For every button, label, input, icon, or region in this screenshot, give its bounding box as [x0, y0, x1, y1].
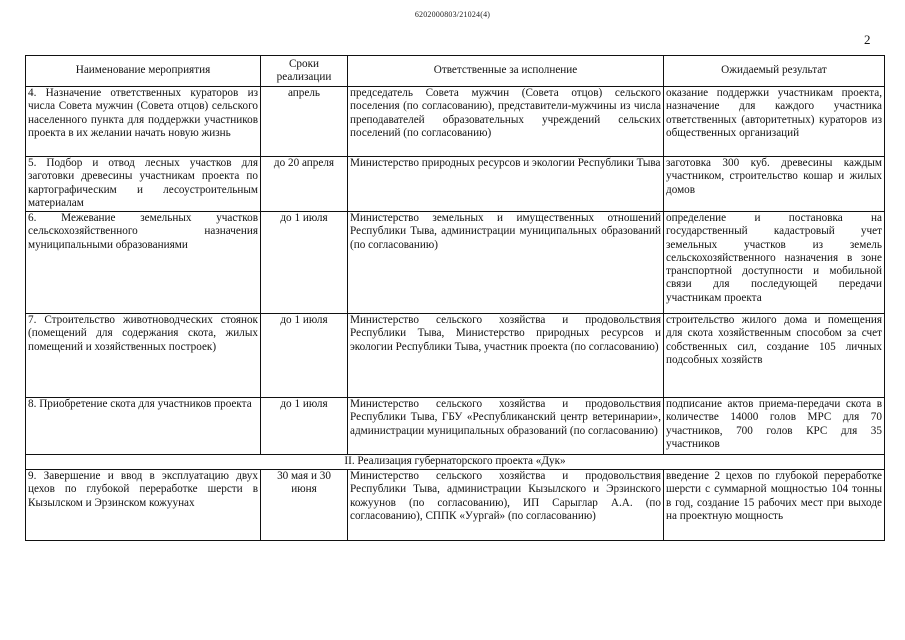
cell-name: 6. Межевание земельных участков сельскохозяйственного назначения муниципальными образованиями: [26, 212, 261, 314]
cell-name: 5. Подбор и отвод лесных участков для заготовки древесины участникам проекта по картографическим и лесоустроительным материалам: [26, 157, 261, 212]
cell-result: введение 2 цехов по глубокой переработке шерсти с суммарной мощностью 104 тонны в год, создание 15 рабочих мест при выходе на проектную мощность: [664, 470, 885, 541]
cell-responsible: Министерство земельных и имущественных отношений Республики Тыва, администрации муниципальных образований (по согласованию): [348, 212, 664, 314]
column-header-responsible: Ответственные за исполнение: [348, 56, 664, 87]
page-number: 2: [864, 32, 871, 47]
cell-term: до 20 апреля: [261, 157, 348, 212]
cell-name: 4. Назначение ответственных кураторов из числа Совета мужчин (Совета отцов) сельского населенного пункта для поддержки участников проекта в их желании начать новую жизнь: [26, 87, 261, 157]
cell-result: оказание поддержки участникам проекта, назначение для каждого участника ответственных (авторитетных) кураторов из общественных организаций: [664, 87, 885, 157]
table-row: [26, 87, 885, 157]
section-row: [26, 455, 885, 470]
table-row: [26, 212, 885, 314]
cell-result: определение и постановка на государственный кадастровый учет земельных участков из земель сельскохозяйственного назначения в зоне транспортной доступности и мобильной связи для последующей передачи участникам проекта: [664, 212, 885, 314]
table-row: [26, 398, 885, 455]
section-title: II. Реализация губернаторского проекта «Дук»: [26, 455, 885, 470]
table-row: [26, 470, 885, 541]
column-header-name: Наименование мероприятия: [26, 56, 261, 87]
cell-name: 8. Приобретение скота для участников проекта: [26, 398, 261, 455]
cell-result: заготовка 300 куб. древесины каждым участником, строительство кошар и жилых домов: [664, 157, 885, 212]
cell-term: до 1 июля: [261, 212, 348, 314]
action-plan-table: [25, 55, 885, 541]
column-header-term: Сроки реализации: [261, 56, 348, 87]
cell-result: строительство жилого дома и помещения для скота хозяйственным способом за счет собственных сил, создание 105 личных подсобных хозяйств: [664, 314, 885, 398]
cell-responsible: председатель Совета мужчин (Совета отцов) сельского поселения (по согласованию), представители-мужчины из числа преподавателей образовательных учреждений сельских поселений (по согласованию): [348, 87, 664, 157]
cell-term: апрель: [261, 87, 348, 157]
table-row: [26, 157, 885, 212]
cell-term: 30 мая и 30 июня: [261, 470, 348, 541]
table-header-row: [26, 56, 885, 87]
column-header-result: Ожидаемый результат: [664, 56, 885, 87]
cell-term: до 1 июля: [261, 398, 348, 455]
cell-responsible: Министерство природных ресурсов и экологии Республики Тыва: [348, 157, 664, 212]
cell-result: подписание актов приема-передачи скота в количестве 14000 голов МРС для 70 участников, 700 голов КРС для 35 участников: [664, 398, 885, 455]
table-row: [26, 314, 885, 398]
cell-responsible: Министерство сельского хозяйства и продовольствия Республики Тыва, Министерство природных ресурсов и экологии Республики Тыва, участник проекта (по согласованию): [348, 314, 664, 398]
document-code: 6202000803/21024(4): [414, 10, 491, 19]
cell-responsible: Министерство сельского хозяйства и продовольствия Республики Тыва, администрации Кызылского и Эрзинского кожуунов (по согласованию), ИП Сарыглар А.А. (по согласованию), СППК «Уургай» (по согласованию): [348, 470, 664, 541]
cell-responsible: Министерство сельского хозяйства и продовольствия Республики Тыва, ГБУ «Республиканский центр ветеринарии», администрации муниципальных образований (по согласованию): [348, 398, 664, 455]
cell-name: 7. Строительство животноводческих стоянок (помещений для содержания скота, жилых помещений и хозяйственных построек): [26, 314, 261, 398]
cell-name: 9. Завершение и ввод в эксплуатацию двух цехов по глубокой переработке шерсти в Кызылском и Эрзинском кожуунах: [26, 470, 261, 541]
cell-term: до 1 июля: [261, 314, 348, 398]
